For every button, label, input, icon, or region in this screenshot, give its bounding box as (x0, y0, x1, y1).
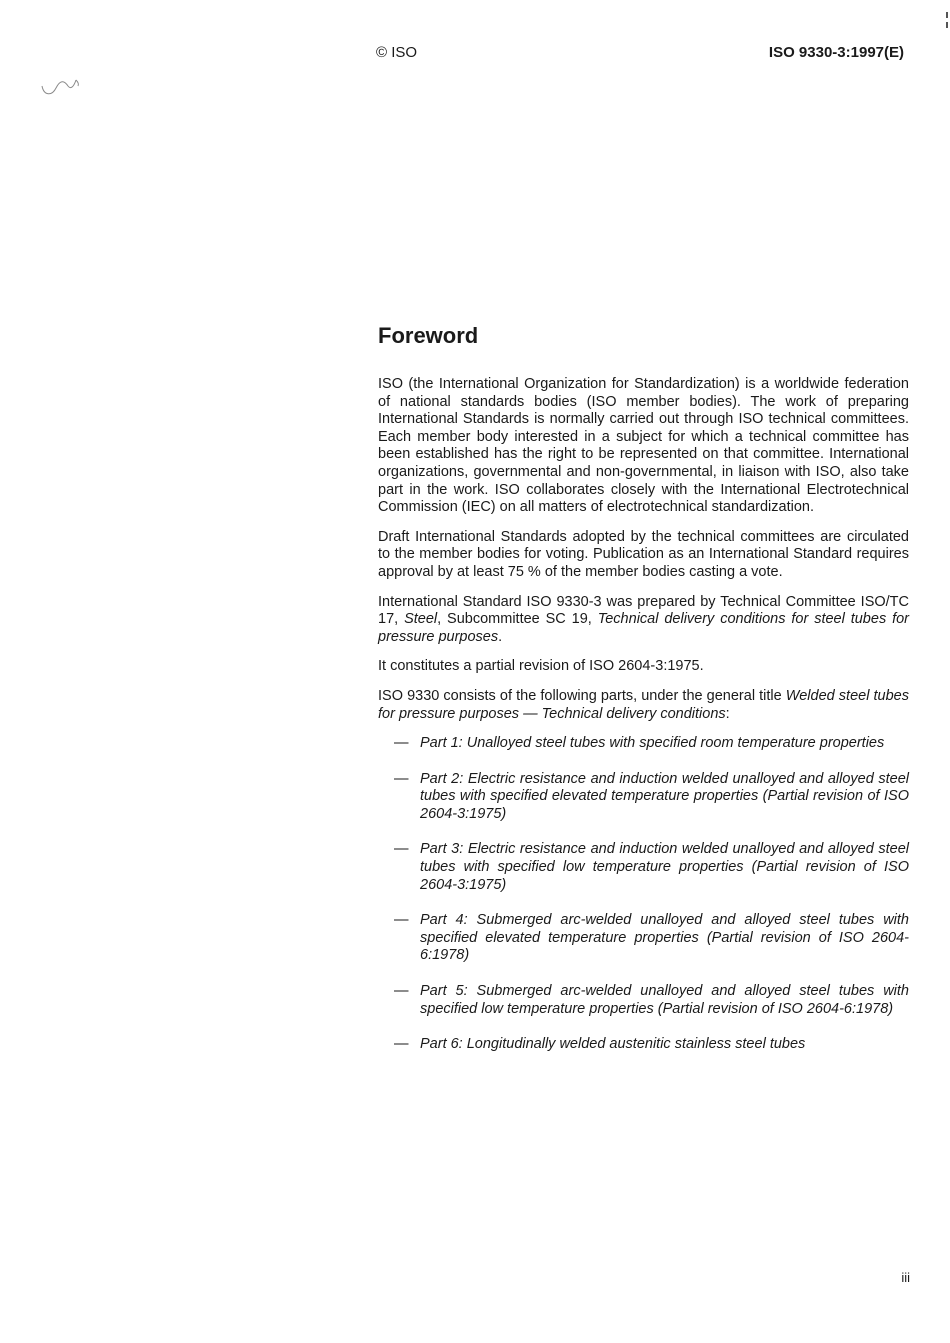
pen-scribble-mark (38, 74, 82, 98)
prepared-by-text: International Standard ISO 9330-3 was prepared by Technical Committee ISO/TC 17, (378, 593, 909, 628)
parts-intro-text: ISO 9330 consists of the following parts, under the general title (378, 687, 786, 704)
paragraph-partial-revision: It constitutes a partial revision of ISO 2604-3:1975. (378, 658, 704, 675)
dash-bullet: — (394, 770, 409, 787)
dash-bullet: — (394, 912, 409, 929)
part-title: Part 3: Electric resistance and induction welded unalloyed and alloyed steel tubes with specified low temperature properties (Partial revision of ISO 2604-3:1975) (420, 841, 909, 893)
parts-intro-end: : (725, 705, 730, 722)
list-item (378, 735, 909, 753)
dash-bullet: — (394, 735, 409, 752)
paragraph-iso-description: ISO (the International Organization for Standardization) is a worldwide federation of national standards bodies (ISO member bodies). The work of preparing International Standards is normally carried out through ISO technical committees. Each member body interested in a subject for which a technical committee has been established has the right to be represented on that committee. International organizations, governmental and non-governmental, in liaison with ISO, also take part in the work. ISO collaborates closely with the International Electrotechnical Commission (IEC) on all matters of electrotechnical standardization. (378, 376, 909, 516)
scan-edge-mark (946, 12, 948, 28)
list-item (378, 771, 909, 824)
page-number: iii (901, 1270, 910, 1285)
paragraph-prepared-by (378, 594, 909, 647)
dash-bullet: — (394, 983, 409, 1000)
foreword-title: Foreword (378, 323, 479, 348)
list-item (378, 912, 909, 965)
parts-list (378, 735, 909, 1054)
copyright-header: © ISO (376, 44, 418, 61)
dash-bullet: — (394, 841, 409, 858)
prepared-by-end: . (498, 628, 503, 645)
part-title: Part 2: Electric resistance and induction welded unalloyed and alloyed steel tubes with specified elevated temperature properties (Partial revision of ISO 2604-3:1975) (420, 770, 909, 822)
prepared-by-subcommittee: , Subcommittee SC 19, (437, 611, 598, 628)
part-title: Part 4: Submerged arc-welded unalloyed and alloyed steel tubes with specified elevated temperature properties (Partial revision of ISO 2604-6:1978) (420, 912, 909, 964)
document-number-header: ISO 9330-3:1997(E) (768, 44, 904, 61)
part-title: Part 6: Longitudinally welded austenitic stainless steel tubes (420, 1036, 806, 1053)
list-item (378, 841, 909, 894)
paragraph-draft-standards: Draft International Standards adopted by the technical committees are circulated to the member bodies for voting. Publication as an International Standard requires approval by at least 75 % of the member bodies casting a vote. (378, 528, 909, 580)
list-item (378, 983, 909, 1018)
foreword-section (378, 322, 909, 1072)
part-title: Part 5: Submerged arc-welded unalloyed and alloyed steel tubes with specified low temperature properties (Partial revision of ISO 2604-6:1978) (420, 983, 909, 1017)
prepared-by-committee-name: Steel (404, 611, 438, 628)
prepared-by-subcommittee-title: Technical delivery conditions for steel tubes for pressure purposes (378, 611, 910, 645)
parts-general-title: Welded steel tubes for pressure purposes — Technical delivery conditions (378, 687, 909, 722)
part-title: Part 1: Unalloyed steel tubes with specified room temperature properties (420, 735, 885, 752)
dash-bullet: — (394, 1036, 409, 1053)
list-item (378, 1036, 909, 1054)
paragraph-parts-intro (378, 688, 909, 723)
